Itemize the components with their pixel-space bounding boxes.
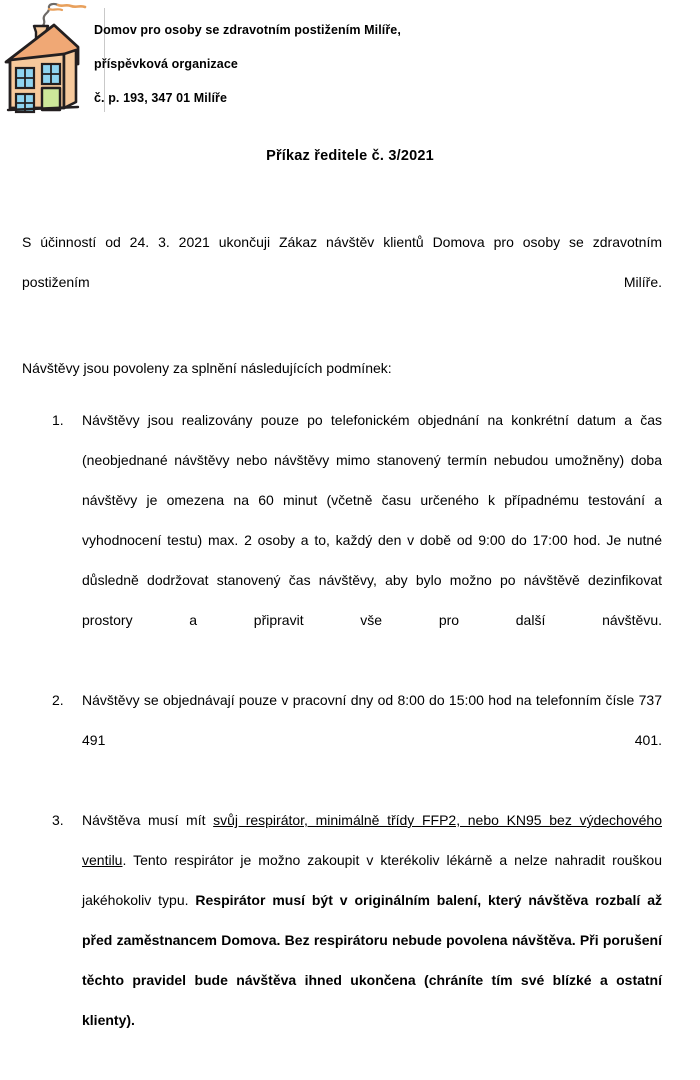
conditions-lead-paragraph: Návštěvy jsou povoleny za splnění následujících podmínek: [22, 360, 392, 376]
list-item-text [82, 680, 662, 800]
list-item [22, 400, 662, 680]
list-item-marker: 3. [52, 812, 64, 828]
document-body [22, 222, 662, 1080]
conditions-list [22, 400, 662, 1080]
document-title: Příkaz ředitele č. 3/2021 [266, 148, 434, 164]
list-item [22, 680, 662, 800]
list-item-marker: 2. [52, 692, 64, 708]
text-segment: Návštěvy se objednávají pouze v pracovní dny od 8:00 do 15:00 hod na telefonním čísle 737 491 401. [82, 692, 662, 748]
text-segment-bold: Respirátor musí být v originálním balení, který návštěva rozbalí až před zaměstnancem Domova. Bez respirátoru nebude povolena návštěva. Při porušení těchto pravidel bude návštěva ihned ukončena (chráníte tím své blízké a ostatní klienty). [82, 892, 662, 1028]
text-segment-underlined: svůj respirátor, minimálně třídy FFP2, nebo KN95 bez výdechového ventilu [82, 812, 662, 868]
organization-name-line1: Domov pro osoby se zdravotním postižením Milíře, [94, 23, 401, 37]
organization-name-line2: příspěvková organizace [94, 56, 238, 71]
list-item-marker: 1. [52, 412, 64, 428]
intro-paragraph: S účinností od 24. 3. 2021 ukončuji Zákaz návštěv klientů Domova pro osoby se zdravotním postižením Milíře. [22, 234, 662, 290]
list-item [22, 800, 662, 1080]
text-segment: . Tento respirátor je možno zakoupit v kterékoliv lékárně a nelze nahradit rouškou jakéhokoliv typu. [82, 852, 662, 908]
text-segment: Návštěvy jsou realizovány pouze po telefonickém objednání na konkrétní datum a čas (neobjednané návštěvy nebo návštěvy mimo stanovený termín nebudou umožněny) doba návštěvy je omezena na 60 minut (včetně času určeného k případnému testování a vyhodnocení testu) max. 2 osoby a to, každý den v době od 9:00 do 17:00 hod. Je nutné důsledně dodržovat stanovený čas návštěvy, aby bylo možno po návštěvě dezinfikovat prostory a připravit vše pro další návštěvu. [82, 412, 662, 628]
letterhead [0, 0, 700, 120]
list-item-text [82, 800, 662, 1080]
list-item-text [82, 400, 662, 680]
organization-address-block [94, 18, 654, 105]
text-segment: Návštěva musí mít [82, 812, 214, 828]
house-logo-icon [2, 2, 102, 118]
organization-address-line: č. p. 193, 347 01 Milíře [94, 91, 228, 105]
